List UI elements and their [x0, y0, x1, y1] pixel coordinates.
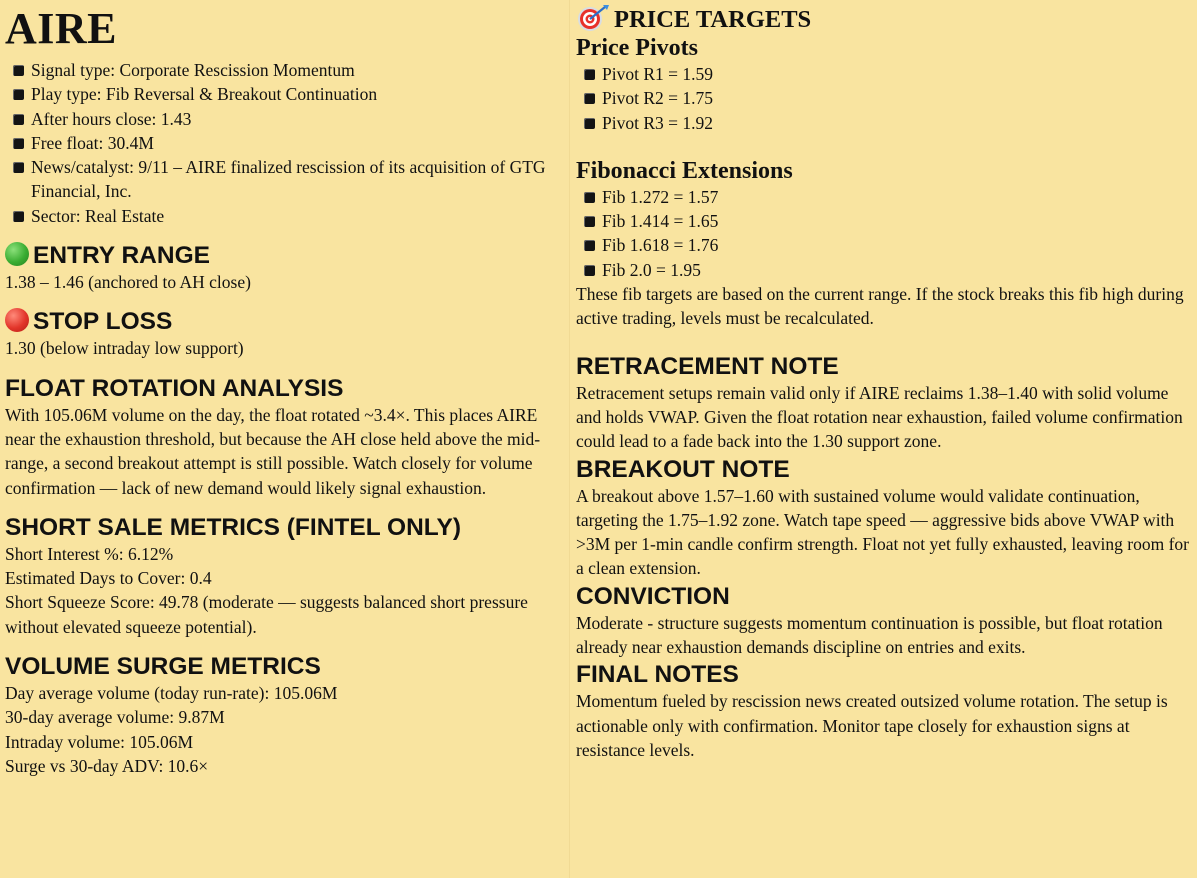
short-sale-heading: SHORT SALE METRICS (FINTEL ONLY) [5, 513, 461, 541]
price-pivots-heading: Price Pivots [576, 35, 698, 61]
stop-loss-text: 1.30 (below intraday low support) [5, 338, 244, 359]
volume-line: Day average volume (today run-rate): 105.06M [5, 683, 338, 704]
short-interest-line: Short Interest %: 6.12% [5, 543, 174, 564]
fib-item: Fib 2.0 = 1.95 [576, 258, 1193, 282]
green-circle-icon [5, 242, 29, 266]
pivot-list [576, 62, 1193, 135]
square-bullet-icon [584, 265, 595, 276]
square-bullet-icon [13, 138, 24, 149]
volume-line: Intraday volume: 105.06M [5, 731, 194, 752]
breakout-text: A breakout above 1.57–1.60 with sustained volume would validate continuation, targeting the 1.75–1.92 zone. Watch tape speed — aggressive bids above VWAP with >3M per 1-min candle confirm strength. Float not yet fully exhausted, leaving room for a clean extension. [576, 485, 1189, 579]
pivot-item: Pivot R2 = 1.75 [576, 86, 1193, 110]
square-bullet-icon [13, 162, 24, 173]
final-notes-text: Momentum fueled by rescission news created outsized volume rotation. The setup is actionable only with confirmation. Monitor tape closely for exhaustion signs at resistance levels. [576, 691, 1168, 760]
detail-list [5, 58, 565, 228]
days-to-cover-line: Estimated Days to Cover: 0.4 [5, 568, 212, 589]
entry-range-text: 1.38 – 1.46 (anchored to AH close) [5, 272, 251, 293]
fib-item: Fib 1.414 = 1.65 [576, 209, 1193, 233]
volume-line: Surge vs 30-day ADV: 10.6× [5, 755, 209, 776]
float-rotation-text: With 105.06M volume on the day, the float rotated ~3.4×. This places AIRE near the exhaustion threshold, but because the AH close held above the mid-range, a second breakout attempt is still possible. Watch closely for volume confirmation — lack of new demand would likely signal exhaustion. [5, 404, 541, 498]
volume-line: 30-day average volume: 9.87M [5, 707, 225, 728]
breakout-heading: BREAKOUT NOTE [576, 455, 790, 483]
square-bullet-icon [13, 89, 24, 100]
ticker-title: AIRE [5, 4, 118, 53]
fib-item: Fib 1.272 = 1.57 [576, 185, 1193, 209]
conviction-text: Moderate - structure suggests momentum continuation is possible, but float rotation already near exhaustion demands discipline on entries and exits. [576, 612, 1163, 658]
square-bullet-icon [584, 216, 595, 227]
retracement-text: Retracement setups remain valid only if AIRE reclaims 1.38–1.40 with solid volume and holds VWAP. Given the float rotation near exhaustion, failed volume confirmation could lead to a fade back into the 1.30 support zone. [576, 382, 1183, 452]
float-rotation-heading: FLOAT ROTATION ANALYSIS [5, 374, 344, 402]
square-bullet-icon [584, 192, 595, 203]
dart-target-icon [576, 4, 610, 32]
retracement-heading: RETRACEMENT NOTE [576, 352, 839, 380]
entry-range-heading: ENTRY RANGE [5, 242, 565, 270]
pivot-item: Pivot R1 = 1.59 [576, 62, 1193, 86]
fib-list [576, 185, 1193, 282]
detail-item: After hours close: 1.43 [5, 107, 565, 131]
square-bullet-icon [584, 240, 595, 251]
volume-surge-heading: VOLUME SURGE METRICS [5, 653, 321, 681]
detail-item: Signal type: Corporate Rescission Momentum [5, 58, 565, 82]
square-bullet-icon [13, 65, 24, 76]
stop-loss-heading: STOP LOSS [5, 308, 565, 336]
fib-item: Fib 1.618 = 1.76 [576, 233, 1193, 257]
square-bullet-icon [584, 69, 595, 80]
fibonacci-heading: Fibonacci Extensions [576, 157, 793, 184]
square-bullet-icon [584, 93, 595, 104]
detail-item: Play type: Fib Reversal & Breakout Continuation [5, 82, 565, 106]
square-bullet-icon [584, 118, 595, 129]
final-notes-heading: FINAL NOTES [576, 661, 739, 689]
square-bullet-icon [13, 114, 24, 125]
conviction-heading: CONVICTION [576, 582, 730, 610]
price-targets-heading: PRICE TARGETS [576, 4, 1193, 34]
left-column [0, 0, 570, 878]
right-column [570, 0, 1197, 878]
pivot-item: Pivot R3 = 1.92 [576, 111, 1193, 135]
square-bullet-icon [13, 211, 24, 222]
detail-item: News/catalyst: 9/11 – AIRE finalized rescission of its acquisition of GTG Financial, Inc. [5, 155, 565, 204]
squeeze-score-line: Short Squeeze Score: 49.78 (moderate — suggests balanced short pressure without elevated squeeze potential). [5, 592, 528, 637]
fib-note: These fib targets are based on the current range. If the stock breaks this fib high during active trading, levels must be recalculated. [576, 284, 1184, 329]
detail-item: Free float: 30.4M [5, 131, 565, 155]
detail-item: Sector: Real Estate [5, 204, 565, 228]
red-circle-icon [5, 308, 29, 332]
